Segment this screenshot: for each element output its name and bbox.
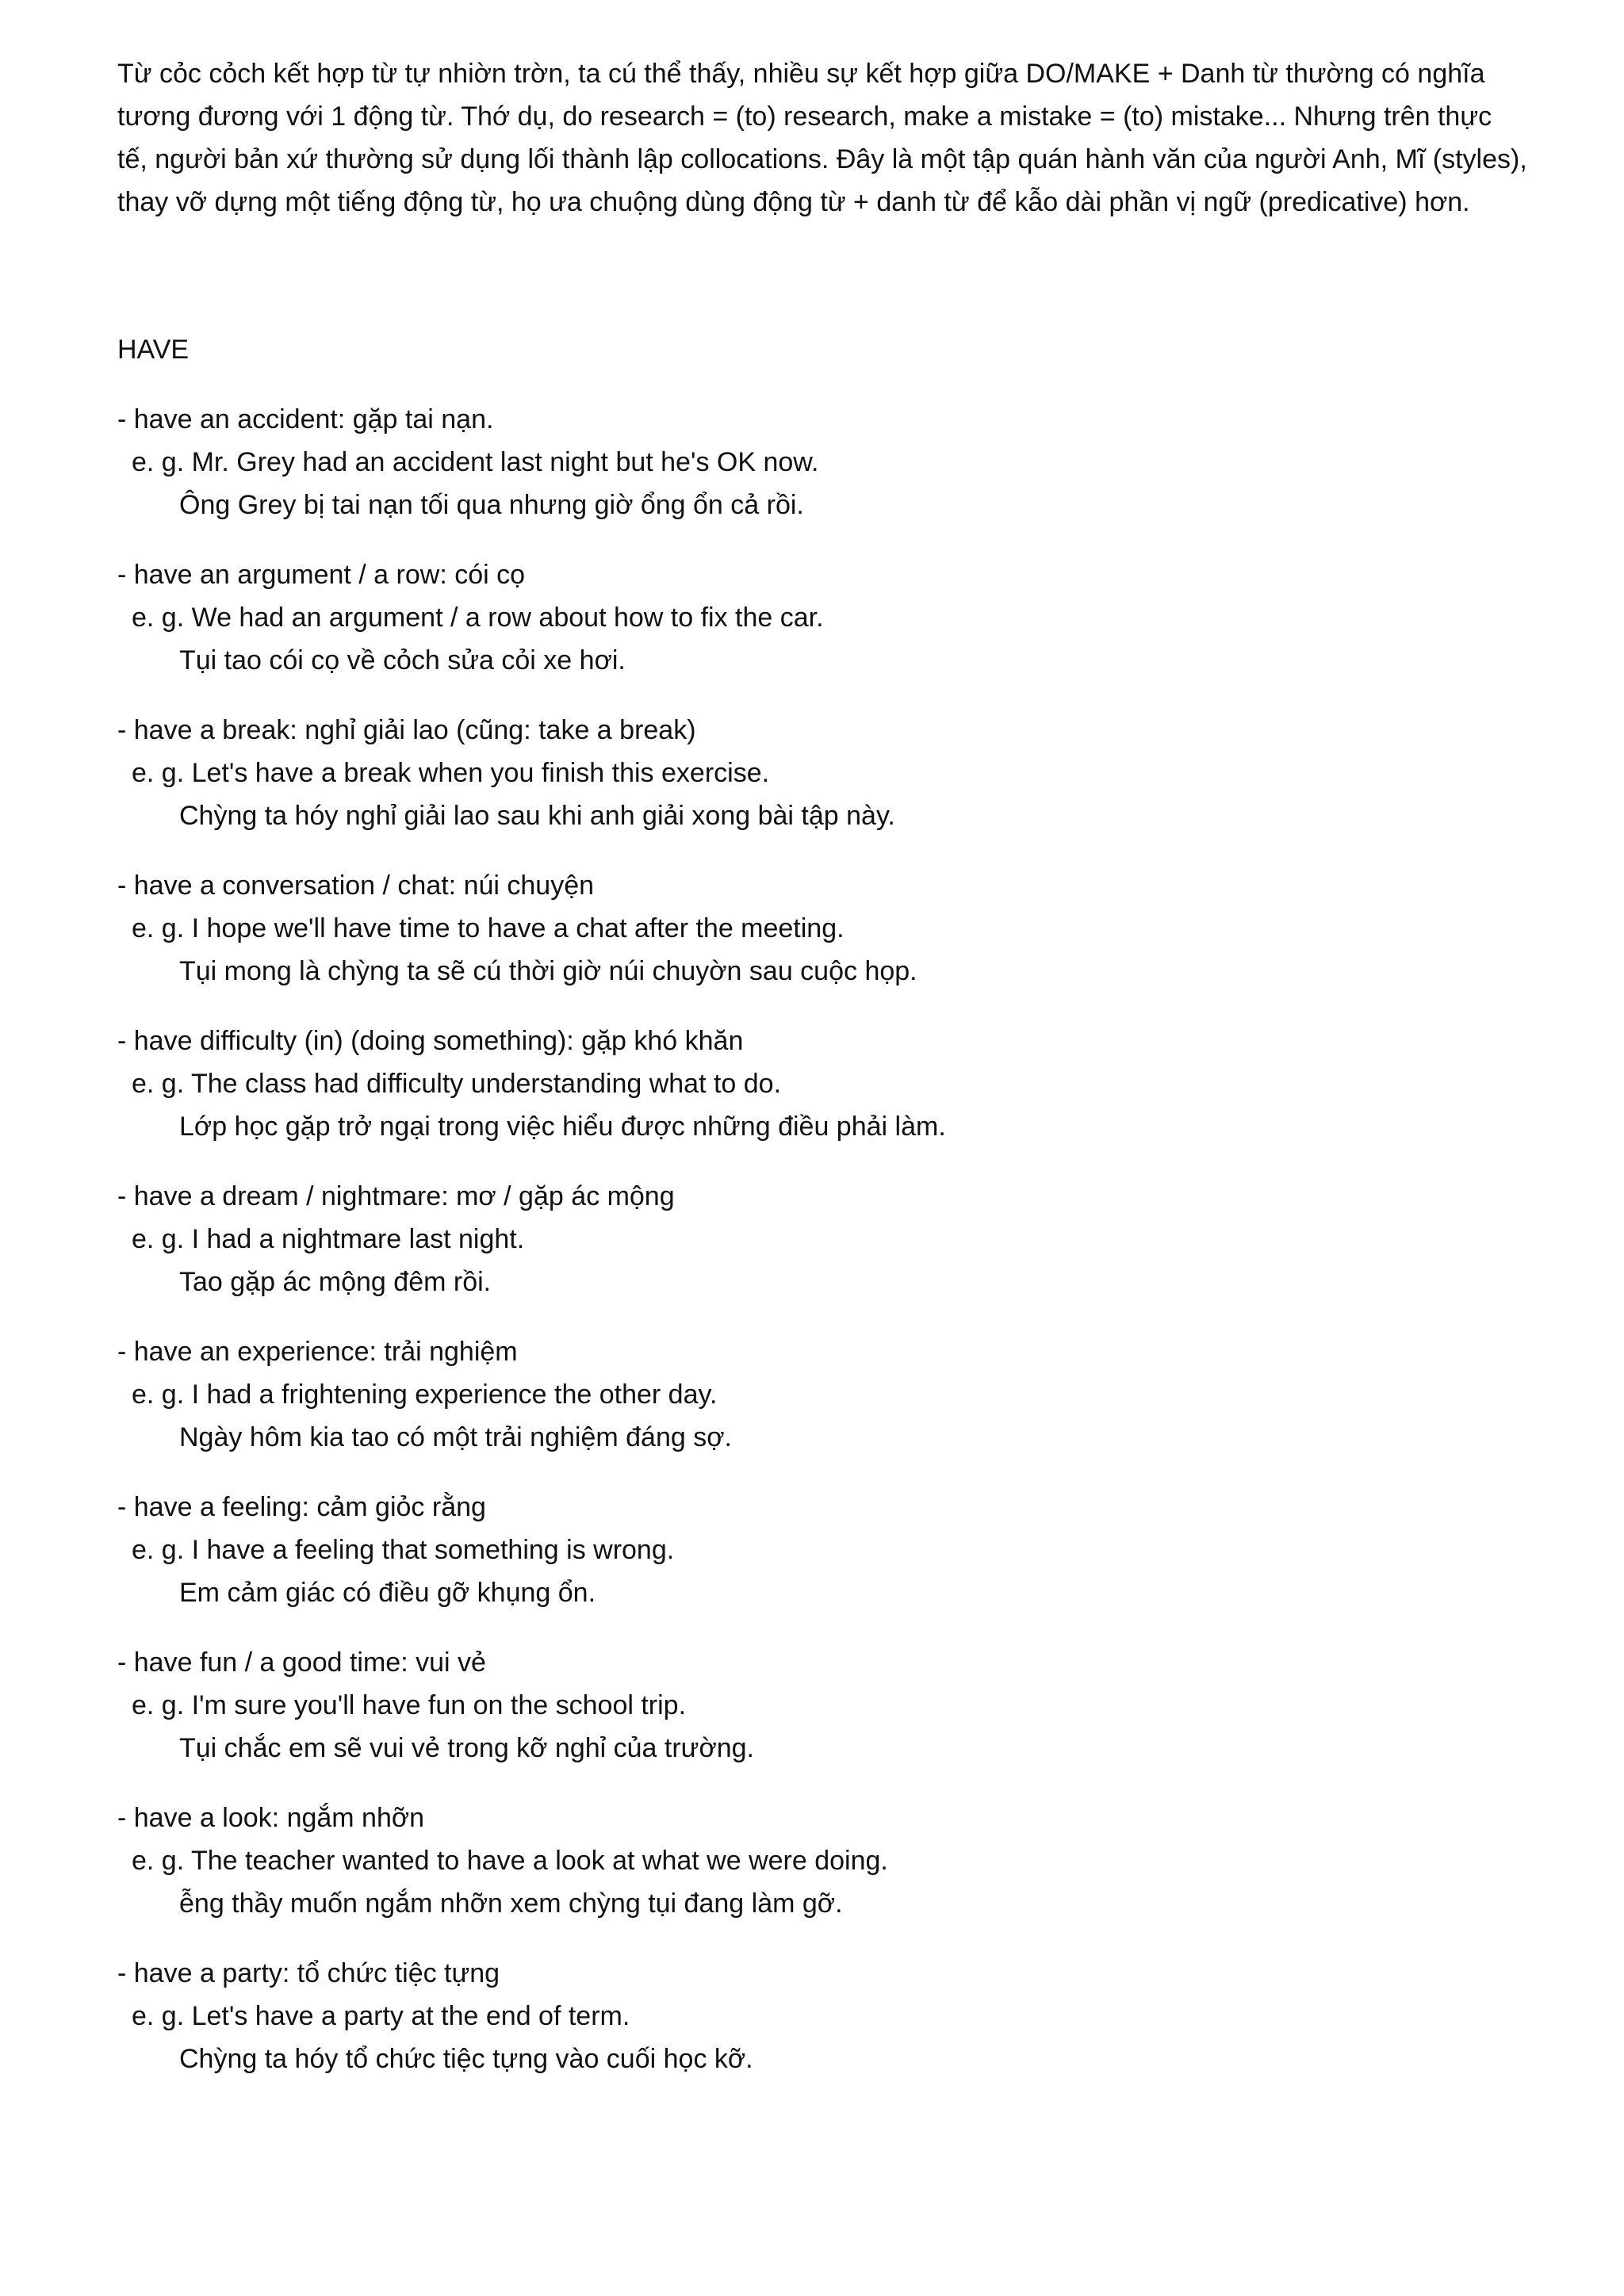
collocation-phrase: - have a feeling: cảm giỏc rằng (117, 1492, 486, 1522)
collocation-phrase: - have a conversation / chat: núi chuyện (117, 871, 595, 901)
collocation-phrase: - have a break: nghỉ giải lao (cũng: take a break) (117, 715, 696, 745)
example-sentence: e. g. The class had difficulty understanding what to do. (132, 1069, 782, 1099)
example-translation: Em cảm giác có điều gỡ khụng ổn. (179, 1578, 596, 1608)
example-translation: ễng thầy muốn ngắm nhỡn xem chỳng tụi đang làm gỡ. (179, 1888, 843, 1919)
collocation-phrase: - have a dream / nightmare: mơ / gặp ác mộng (117, 1181, 675, 1211)
example-sentence: e. g. I hope we'll have time to have a chat after the meeting. (132, 913, 845, 943)
example-translation: Chỳng ta hóy nghỉ giải lao sau khi anh giải xong bài tập này. (179, 801, 895, 831)
example-sentence: e. g. We had an argument / a row about how to fix the car. (132, 603, 824, 633)
collocation-phrase: - have fun / a good time: vui vẻ (117, 1647, 486, 1678)
example-translation: Lớp học gặp trở ngại trong việc hiểu được những điều phải làm. (179, 1112, 946, 1142)
collocation-entry (117, 1486, 1529, 1614)
example-translation: Ngày hôm kia tao có một trải nghiệm đáng sợ. (179, 1422, 732, 1452)
example-sentence: e. g. I had a nightmare last night. (132, 1224, 525, 1254)
example-sentence: e. g. Let's have a party at the end of term. (132, 2001, 630, 2031)
collocation-entry (117, 553, 1529, 682)
example-translation: Tụi chắc em sẽ vui vẻ trong kỡ nghỉ của trường. (179, 1733, 755, 1763)
example-sentence: e. g. I'm sure you'll have fun on the school trip. (132, 1690, 687, 1720)
example-translation: Tụi mong là chỳng ta sẽ cú thời giờ núi chuyờn sau cuộc họp. (179, 956, 917, 986)
collocation-phrase: - have an experience: trải nghiệm (117, 1337, 518, 1367)
document-page (117, 52, 1529, 2107)
collocation-phrase: - have difficulty (in) (doing something): gặp khó khăn (117, 1026, 744, 1056)
collocation-entry (117, 709, 1529, 837)
collocation-list (117, 398, 1529, 2080)
collocation-entry (117, 1641, 1529, 1770)
example-translation: Tụi tao cói cọ về cỏch sửa cỏi xe hơi. (179, 645, 626, 675)
example-sentence: e. g. Let's have a break when you finish this exercise. (132, 758, 770, 788)
intro-paragraph: Từ cỏc cỏch kết hợp từ tự nhiờn trờn, ta cú thể thấy, nhiều sự kết hợp giữa DO/MAKE + Danh từ thường có nghĩa tương đương với 1 động từ. Thớ dụ, do research = (to) research, make a mistake = (to) mistake... Nhưng trên thực tế, người bản xứ thường sử dụng lối thành lập collocations. Đây là một tập quán hành văn của người Anh, Mĩ (styles), thay vỡ dựng một tiếng động từ, họ ưa chuộng dùng động từ + danh từ để kẫo dài phần vị ngữ (predicative) hơn. (117, 59, 1527, 217)
example-sentence: e. g. I have a feeling that something is wrong. (132, 1535, 675, 1565)
example-sentence: e. g. I had a frightening experience the other day. (132, 1380, 718, 1410)
collocation-entry (117, 1175, 1529, 1303)
collocation-phrase: - have an accident: gặp tai nạn. (117, 404, 494, 434)
collocation-entry (117, 1797, 1529, 1925)
example-translation: Tao gặp ác mộng đêm rồi. (179, 1267, 492, 1297)
example-sentence: e. g. Mr. Grey had an accident last night but he's OK now. (132, 447, 819, 477)
collocation-entry (117, 1952, 1529, 2080)
section-title: HAVE (117, 335, 190, 365)
collocation-entry (117, 864, 1529, 993)
collocation-entry (117, 1330, 1529, 1459)
collocation-phrase: - have a party: tổ chức tiệc tựng (117, 1958, 500, 1988)
example-sentence: e. g. The teacher wanted to have a look at what we were doing. (132, 1846, 888, 1876)
example-translation: Chỳng ta hóy tổ chức tiệc tựng vào cuối học kỡ. (179, 2044, 753, 2074)
collocation-phrase: - have a look: ngắm nhỡn (117, 1803, 425, 1833)
collocation-entry (117, 1020, 1529, 1148)
example-translation: Ông Grey bị tai nạn tối qua nhưng giờ ổng ổn cả rồi. (179, 490, 804, 520)
collocation-phrase: - have an argument / a row: cói cọ (117, 560, 526, 590)
collocation-entry (117, 398, 1529, 526)
